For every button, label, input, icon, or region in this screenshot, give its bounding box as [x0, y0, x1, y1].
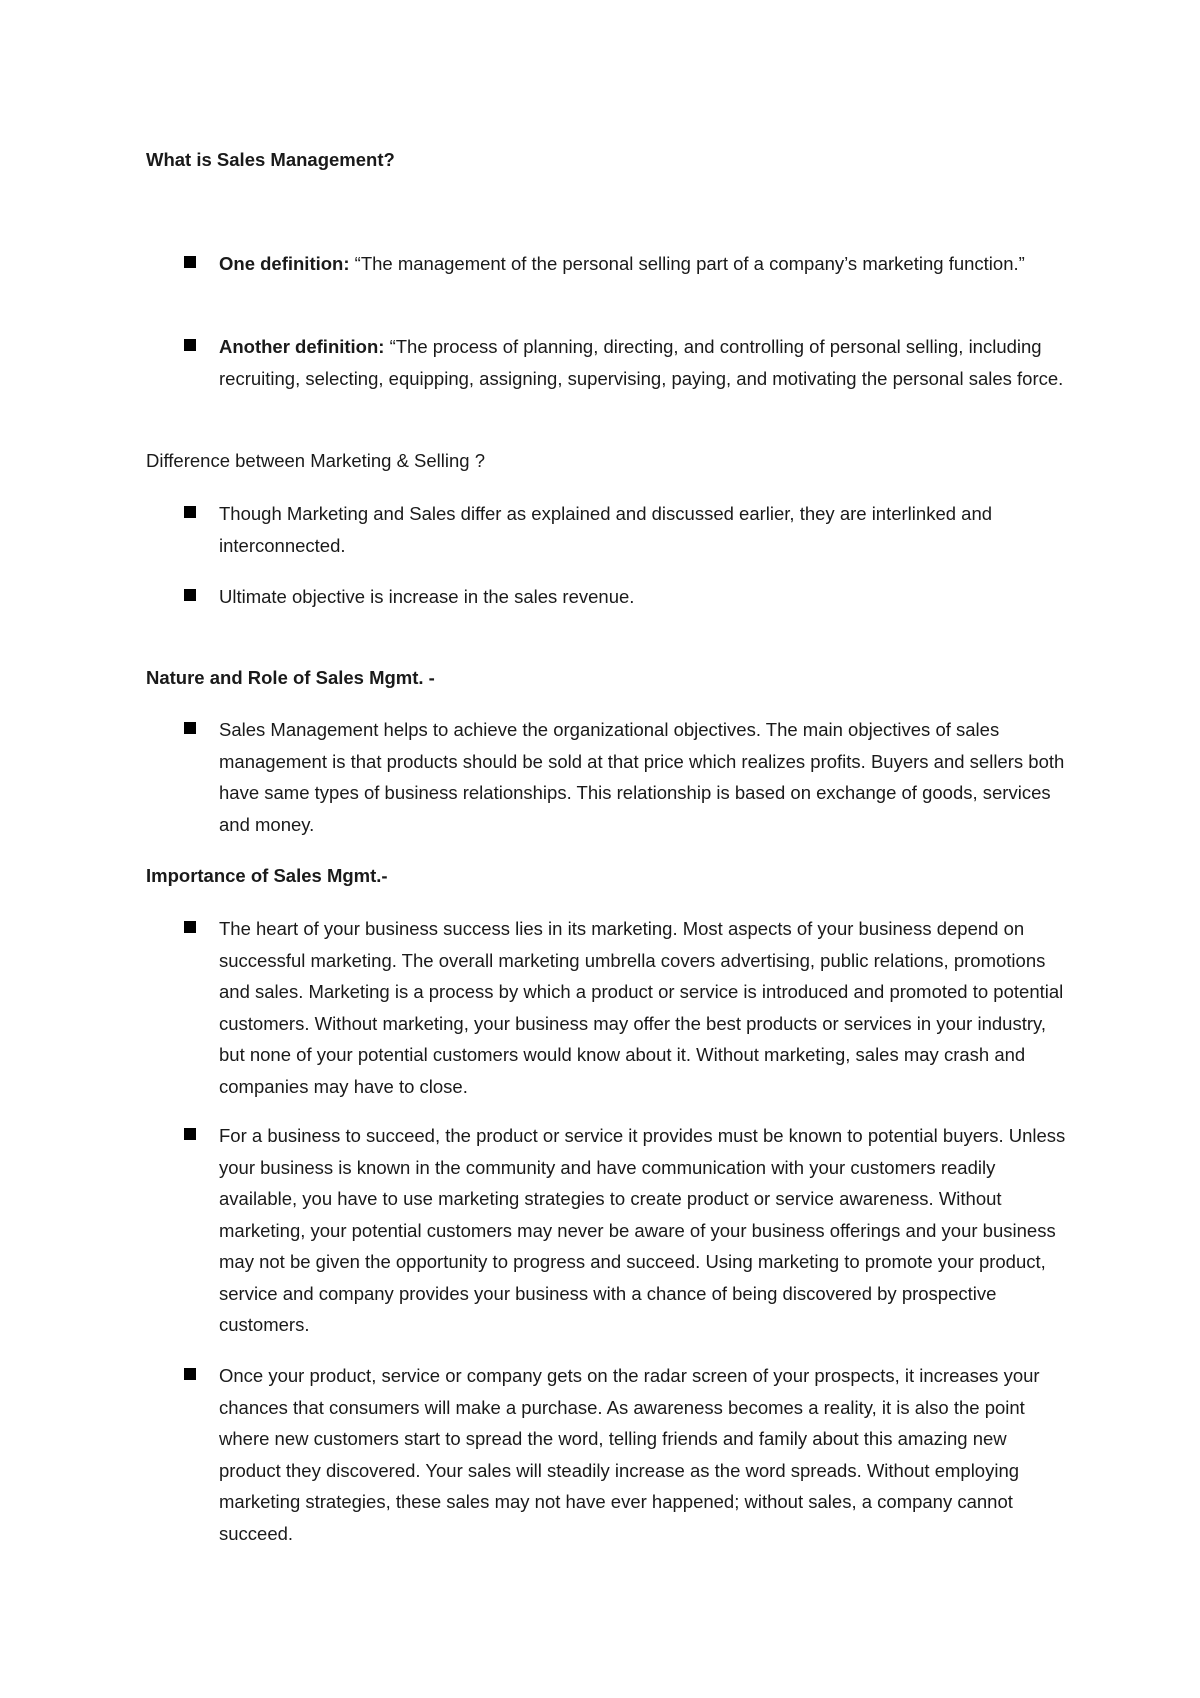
square-bullet-icon — [184, 921, 196, 933]
square-bullet-icon — [184, 339, 196, 351]
list-item: The heart of your business success lies in its marketing. Most aspects of your business depend on successful marketing. The overall marketing umbrella covers advertising, public relations, promotions and sales. Marketing is a process by which a product or service is introduced and promoted to potential customers. Without marketing, your business may offer the best products or services in your industry, but none of your potential customers would know about it. Without marketing, sales may crash and companies may have to close. — [219, 918, 1064, 1097]
list-item: Sales Management helps to achieve the organizational objectives. The main objectives of sales management is that products should be sold at that price which realizes profits. Buyers and sellers both have same types of business relationships. This relationship is based on exchange of goods, services and money. — [219, 719, 1065, 835]
definition-text: “The management of the personal selling part of a company’s marketing function.” — [349, 253, 1025, 274]
list-item: Ultimate objective is increase in the sales revenue. — [219, 586, 635, 607]
list-item — [219, 248, 1069, 280]
square-bullet-icon — [184, 1368, 196, 1380]
section-heading-nature-and-role: Nature and Role of Sales Mgmt. - — [146, 667, 435, 688]
section-heading-what-is-sales-management: What is Sales Management? — [146, 149, 395, 170]
definition-label: One definition: — [219, 253, 350, 274]
list-item: Once your product, service or company gets on the radar screen of your prospects, it increases your chances that consumers will make a purchase. As awareness becomes a reality, it is also the point where new customers start to spread the word, telling friends and family about this amazing new product they discovered. Your sales will steadily increase as the word spreads. Without employing marketing strategies, these sales may not have ever happened; without sales, a company cannot succeed. — [219, 1365, 1040, 1544]
square-bullet-icon — [184, 506, 196, 518]
definition-text: “The process of planning, directing, and controlling of personal selling, including recruiting, selecting, equipping, assigning, supervising, paying, and motivating the personal sales force. — [219, 336, 1064, 389]
square-bullet-icon — [184, 722, 196, 734]
list-item: Though Marketing and Sales differ as explained and discussed earlier, they are interlinked and interconnected. — [219, 503, 993, 556]
square-bullet-icon — [184, 1128, 196, 1140]
section-heading-difference: Difference between Marketing & Selling ? — [146, 450, 486, 471]
section-heading-importance: Importance of Sales Mgmt.- — [146, 865, 388, 886]
square-bullet-icon — [184, 589, 196, 601]
list-item — [219, 331, 1069, 394]
definition-label: Another definition: — [219, 336, 385, 357]
list-item: For a business to succeed, the product or service it provides must be known to potential buyers. Unless your business is known in the community and have communication with your customers readily available, you have to use marketing strategies to create product or service awareness. Without marketing, your potential customers may never be aware of your business offerings and your business may not be given the opportunity to progress and succeed. Using marketing to promote your product, service and company provides your business with a chance of being discovered by prospective customers. — [219, 1125, 1066, 1335]
square-bullet-icon — [184, 256, 196, 268]
